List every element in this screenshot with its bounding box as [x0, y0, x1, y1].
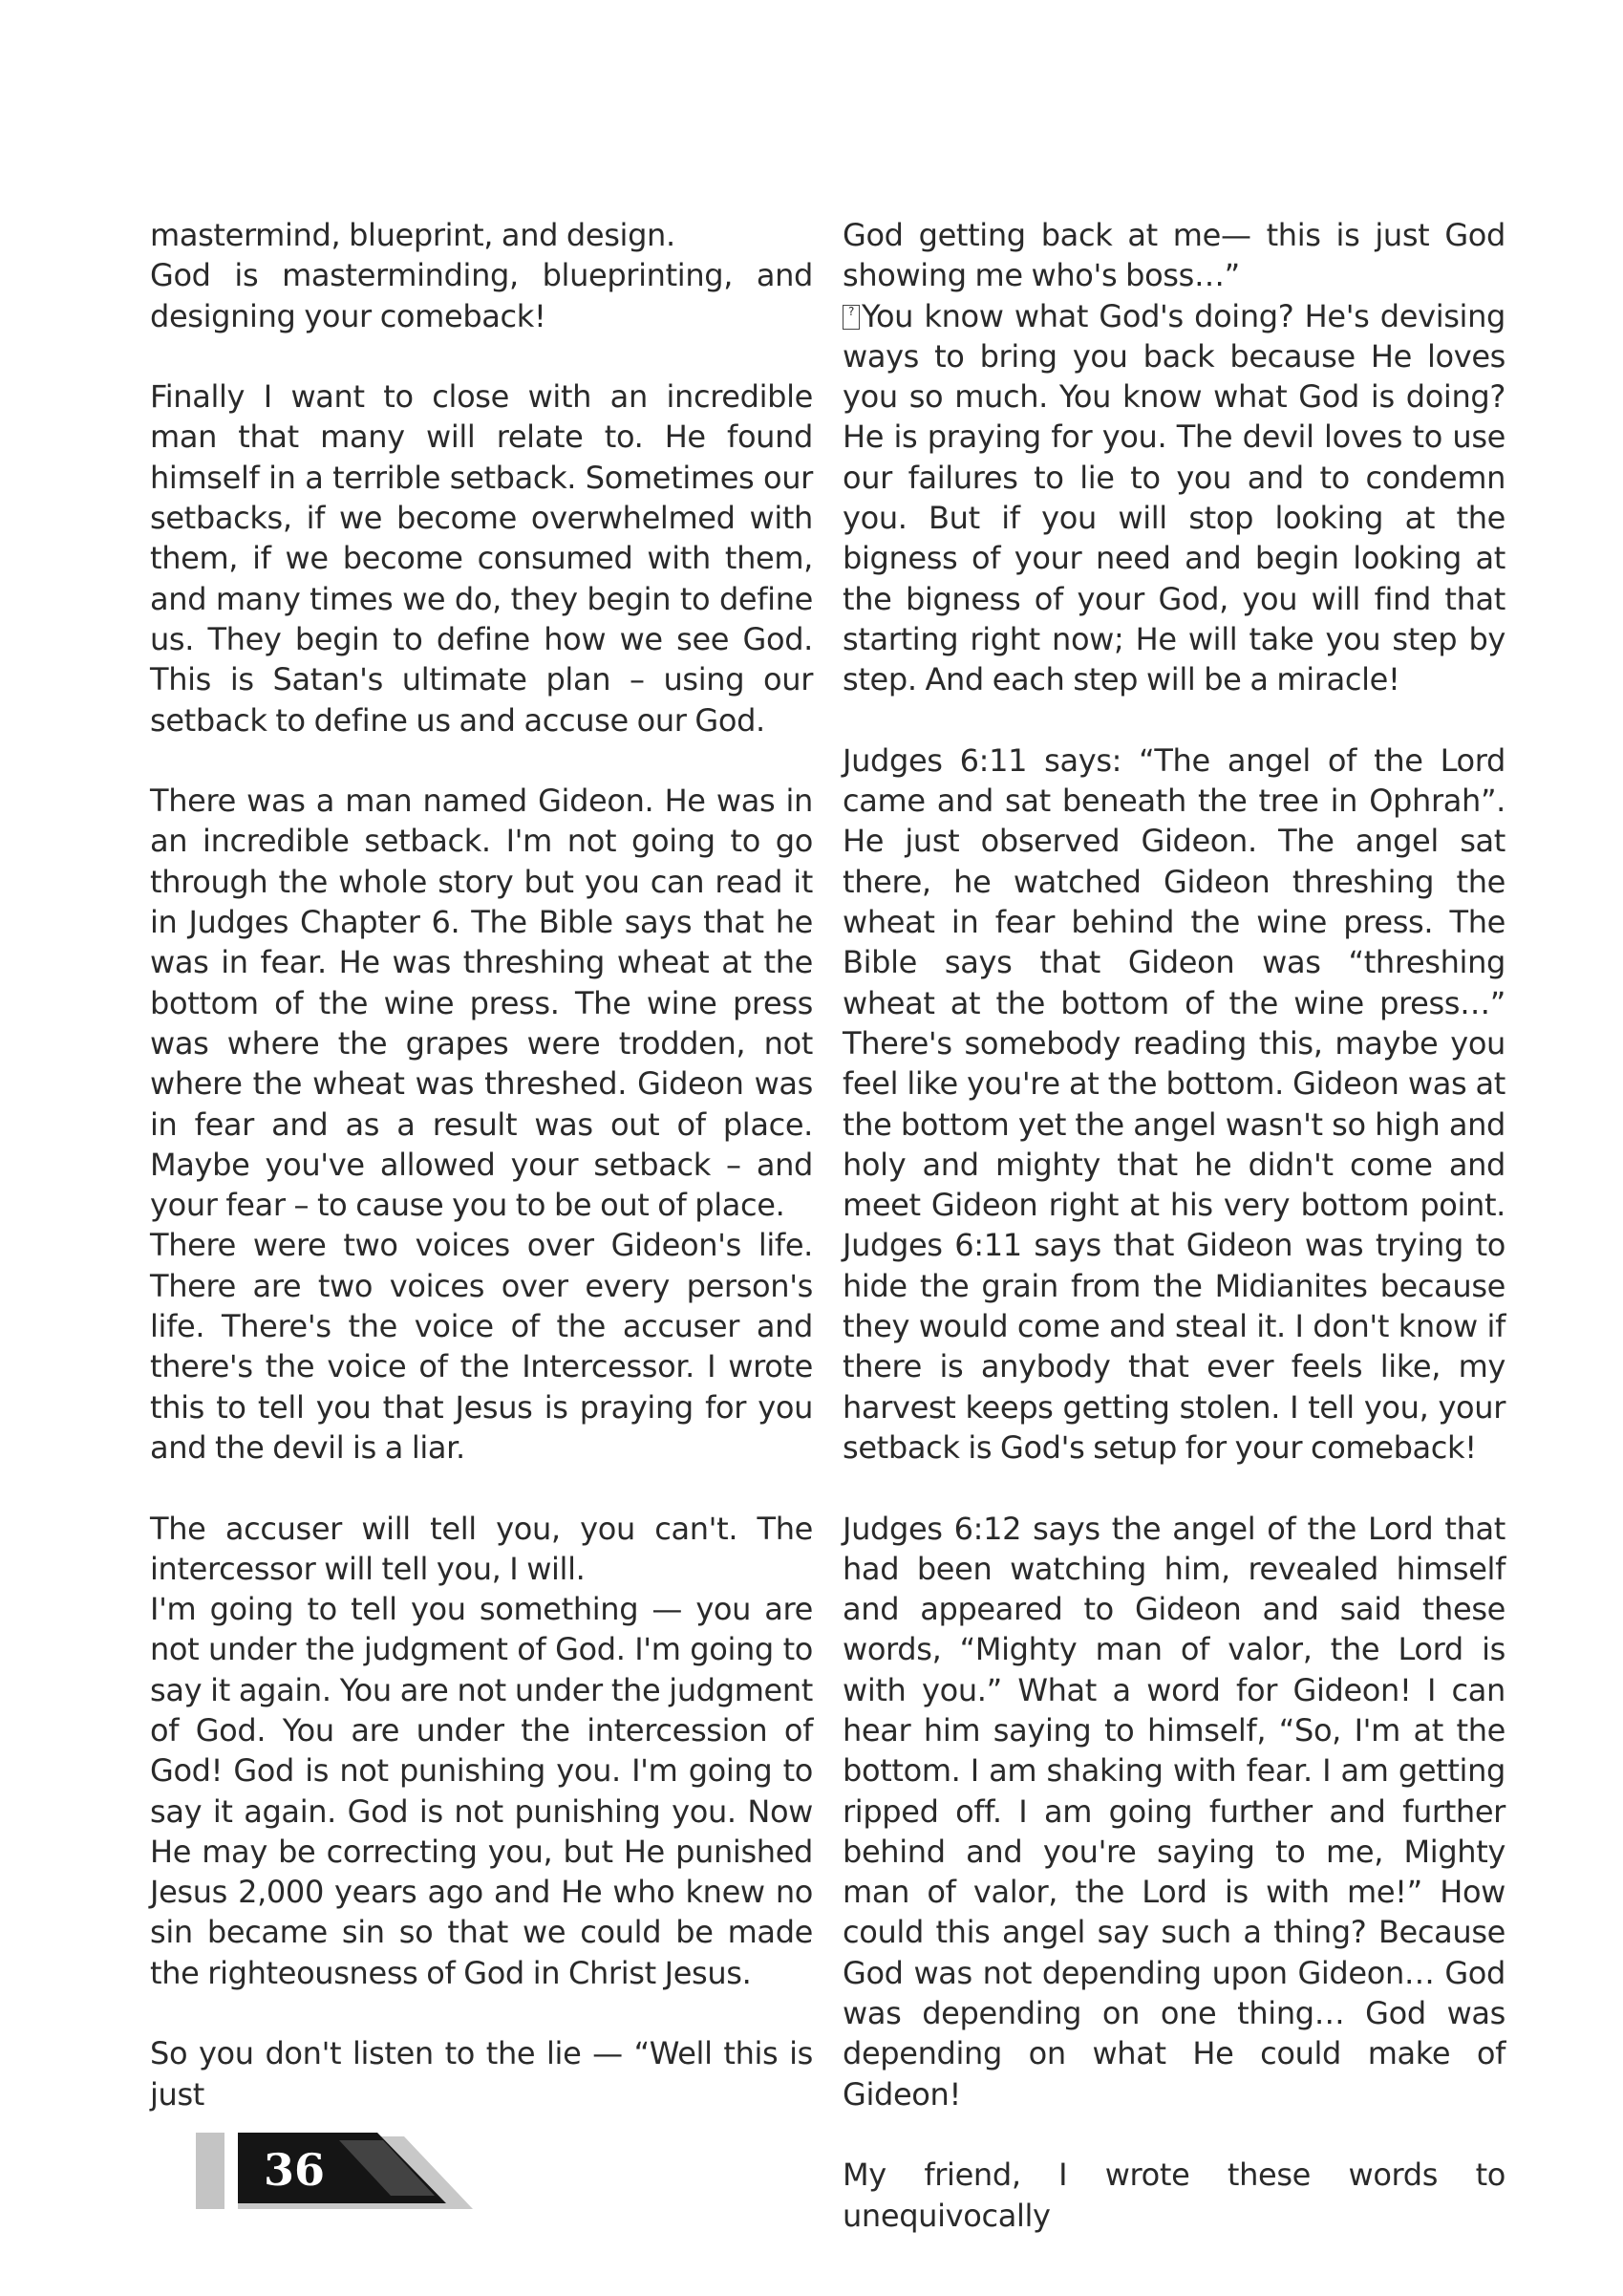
paragraph [843, 296, 1506, 700]
paragraph: God getting back at me— this is just God showing me who's boss…” [843, 217, 1506, 294]
paragraph: Finally I want to close with an incredible man that many will relate to. He found himself in a terrible setback. Sometimes our setbacks, if we become overwhelmed with them, if we become consumed with them, and many times we do, they begin to define us. They begin to define how we see God. This is Satan's ultimate plan – using our setback to define us and accuse our God. [150, 378, 813, 739]
page-tab-graphic [196, 2133, 473, 2209]
paragraph: There was a man named Gideon. He was in an incredible setback. I'm not going to go through the whole story but you can read it in Judges Chapter 6. The Bible says that he was in fear. He was threshing wheat at the bottom of the wine press. The wine press was where the grapes were trodden, not where the wheat was threshed. Gideon was in fear and as a result was out of place. Maybe you've allowed your setback – and your fear – to cause you to be out of place. [150, 783, 813, 1224]
paragraph: Judges 6:11 says: “The angel of the Lord came and sat beneath the tree in Ophrah”. He just observed Gideon. The angel sat there, he watched Gideon threshing the wheat in fear behind the wine press. The Bible says that Gideon was “threshing wheat at the bottom of the wine press…” There's somebody reading this, maybe you feel like you're at the bottom. Gideon was at the bottom yet the angel wasn't so high and holy and mighty that he didn't come and meet Gideon right at his very bottom point. Judges 6:11 says that Gideon was trying to hide the grain from the Midianites because they would come and steal it. I don't know if there is anybody that ever feels like, my harvest keeps getting stolen. I tell you, your setback is God's setup for your comeback! [843, 741, 1506, 1466]
paragraph: God is masterminding, blueprinting, and designing your comeback! [150, 257, 813, 334]
paragraph: Judges 6:12 says the angel of the Lord that had been watching him, revealed himself and appeared to Gideon and said these words, “Mighty man of valor, the Lord is with you.” What a word for Gideon! I can hear him saying to himself, “So, I'm at the bottom. I am shaking with fear. I am getting ripped off. I am going further and further behind and you're saying to me, Mighty man of valor, the Lord is with me!” How could this angel say such a thing? Because God was not depending upon Gideon… God was depending on one thing… God was depending on what He could make of Gideon! [843, 1510, 1506, 2113]
paragraph: I'm going to tell you something — you are not under the judgment of God. I'm going to say it again. You are not under the judgment of God. You are under the intercession of God! God is not punishing you. I'm going to say it again. God is not punishing you. Now He may be correcting you, but He punished Jesus 2,000 years ago and He who knew no sin became sin so that we could be made the righteousness of God in Christ Jesus. [150, 1591, 813, 1991]
missing-glyph-box-icon: ? [843, 305, 860, 330]
paragraph-text: You know what God's doing? He's devising ways to bring you back because He loves you so much. You know what God is doing? He is praying for you. The devil loves to use our failures to lie to you and to condemn you. But if you will stop looking at the bigness of your need and begin looking at the bigness of your God, you will find that starting right now; He will take you step by step. And each step will be a miracle! [843, 297, 1506, 698]
left-column [150, 215, 813, 2114]
paragraph: mastermind, blueprint, and design. [150, 217, 675, 253]
paragraph: My friend, I wrote these words to unequivocally [843, 2157, 1506, 2234]
right-column [843, 215, 1506, 2236]
paragraph: The accuser will tell you, you can't. The intercessor will tell you, I will. [150, 1510, 813, 1587]
paragraph: There were two voices over Gideon's life. There are two voices over every person's life. There's the voice of the accuser and there's the voice of the Intercessor. I wrote this to tell you that Jesus is praying for you and the devil is a liar. [150, 1227, 813, 1466]
page-number-tab [196, 2133, 473, 2209]
tab-grey-bar [196, 2133, 224, 2209]
paragraph: So you don't listen to the lie — “Well this is just [150, 2035, 813, 2113]
page-number: 36 [263, 2144, 325, 2196]
